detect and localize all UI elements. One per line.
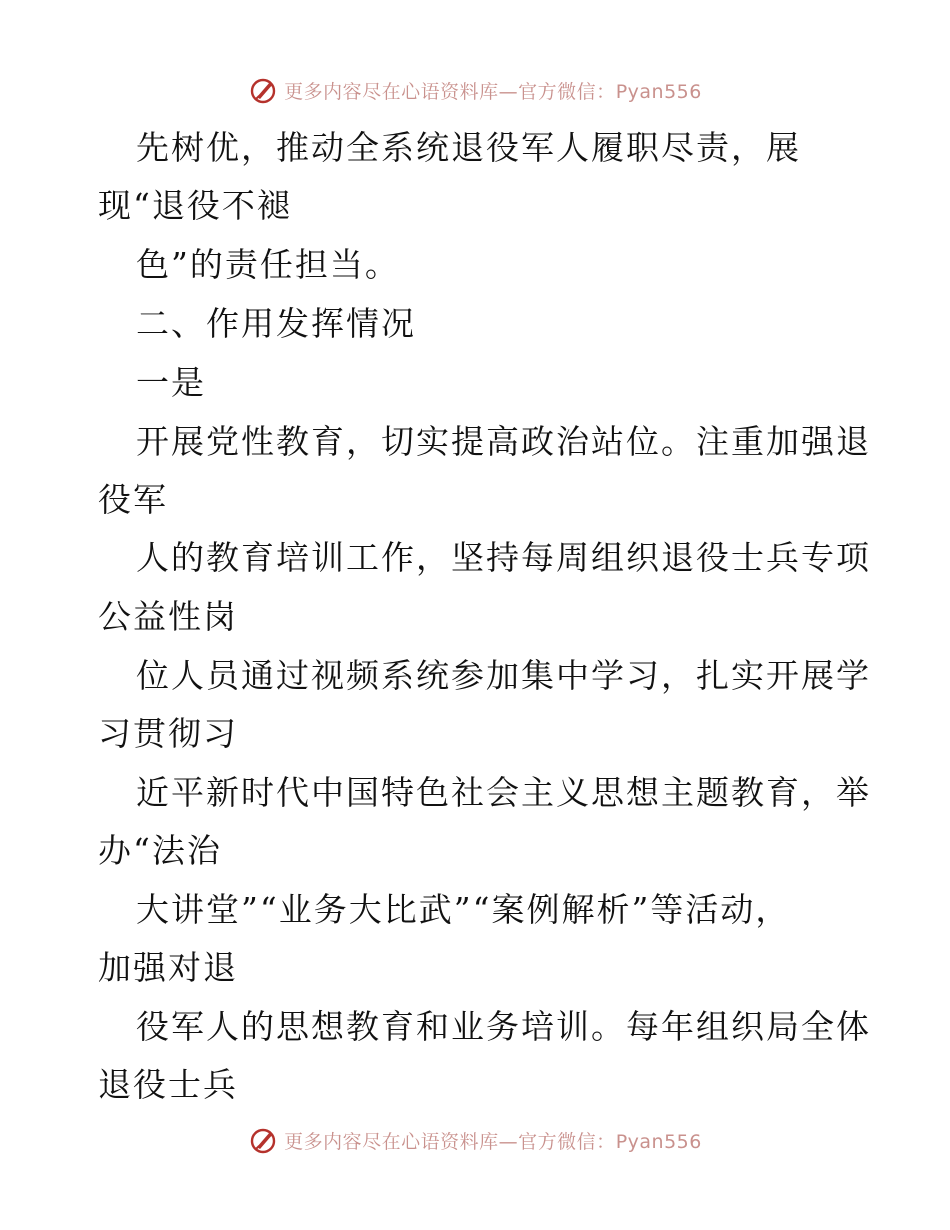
watermark-text <box>284 1127 702 1154</box>
watermark-separator: — <box>498 80 519 103</box>
paragraph-line: 加强对退 <box>98 948 238 987</box>
paragraph-line: 大讲堂”“业务大比武”“案例解析”等活动， <box>136 890 791 929</box>
paragraph-line: 先树优，推动全系统退役军人履职尽责，展 <box>136 128 801 167</box>
paragraph-line: 近平新时代中国特色社会主义思想主题教育，举 <box>136 773 871 812</box>
quill-logo-icon <box>248 75 278 105</box>
paragraph-line: 习贯彻习 <box>98 714 238 753</box>
watermark-brand: 更多内容尽在心语资料库 <box>284 1130 499 1153</box>
paragraph-line: 退役士兵 <box>98 1065 238 1104</box>
watermark-wechat-id: Pyan556 <box>615 80 702 103</box>
watermark-wechat-id: Pyan556 <box>615 1130 702 1153</box>
header-watermark <box>0 70 950 110</box>
footer-watermark <box>0 1120 950 1160</box>
paragraph-line: 现“退役不褪 <box>98 186 292 225</box>
quill-logo-icon <box>248 1125 278 1155</box>
section-heading: 二、作用发挥情况 <box>136 304 416 343</box>
paragraph-line: 办“法治 <box>98 831 222 870</box>
paragraph-line: 役军 <box>98 480 168 519</box>
paragraph-line: 公益性岗 <box>98 597 238 636</box>
paragraph-line: 色”的责任担当。 <box>136 245 400 284</box>
paragraph-line: 人的教育培训工作，坚持每周组织退役士兵专项 <box>136 538 871 577</box>
watermark-wechat-label: 官方微信： <box>518 1130 616 1153</box>
paragraph-line: 位人员通过视频系统参加集中学习，扎实开展学 <box>136 656 871 695</box>
paragraph-line: 役军人的思想教育和业务培训。每年组织局全体 <box>136 1007 871 1046</box>
paragraph-line: 一是 <box>136 363 206 402</box>
watermark-separator: — <box>498 1130 519 1153</box>
watermark-wechat-label: 官方微信： <box>518 80 616 103</box>
watermark-text <box>284 77 702 104</box>
paragraph-line: 开展党性教育，切实提高政治站位。注重加强退 <box>136 422 871 461</box>
watermark-brand: 更多内容尽在心语资料库 <box>284 80 499 103</box>
